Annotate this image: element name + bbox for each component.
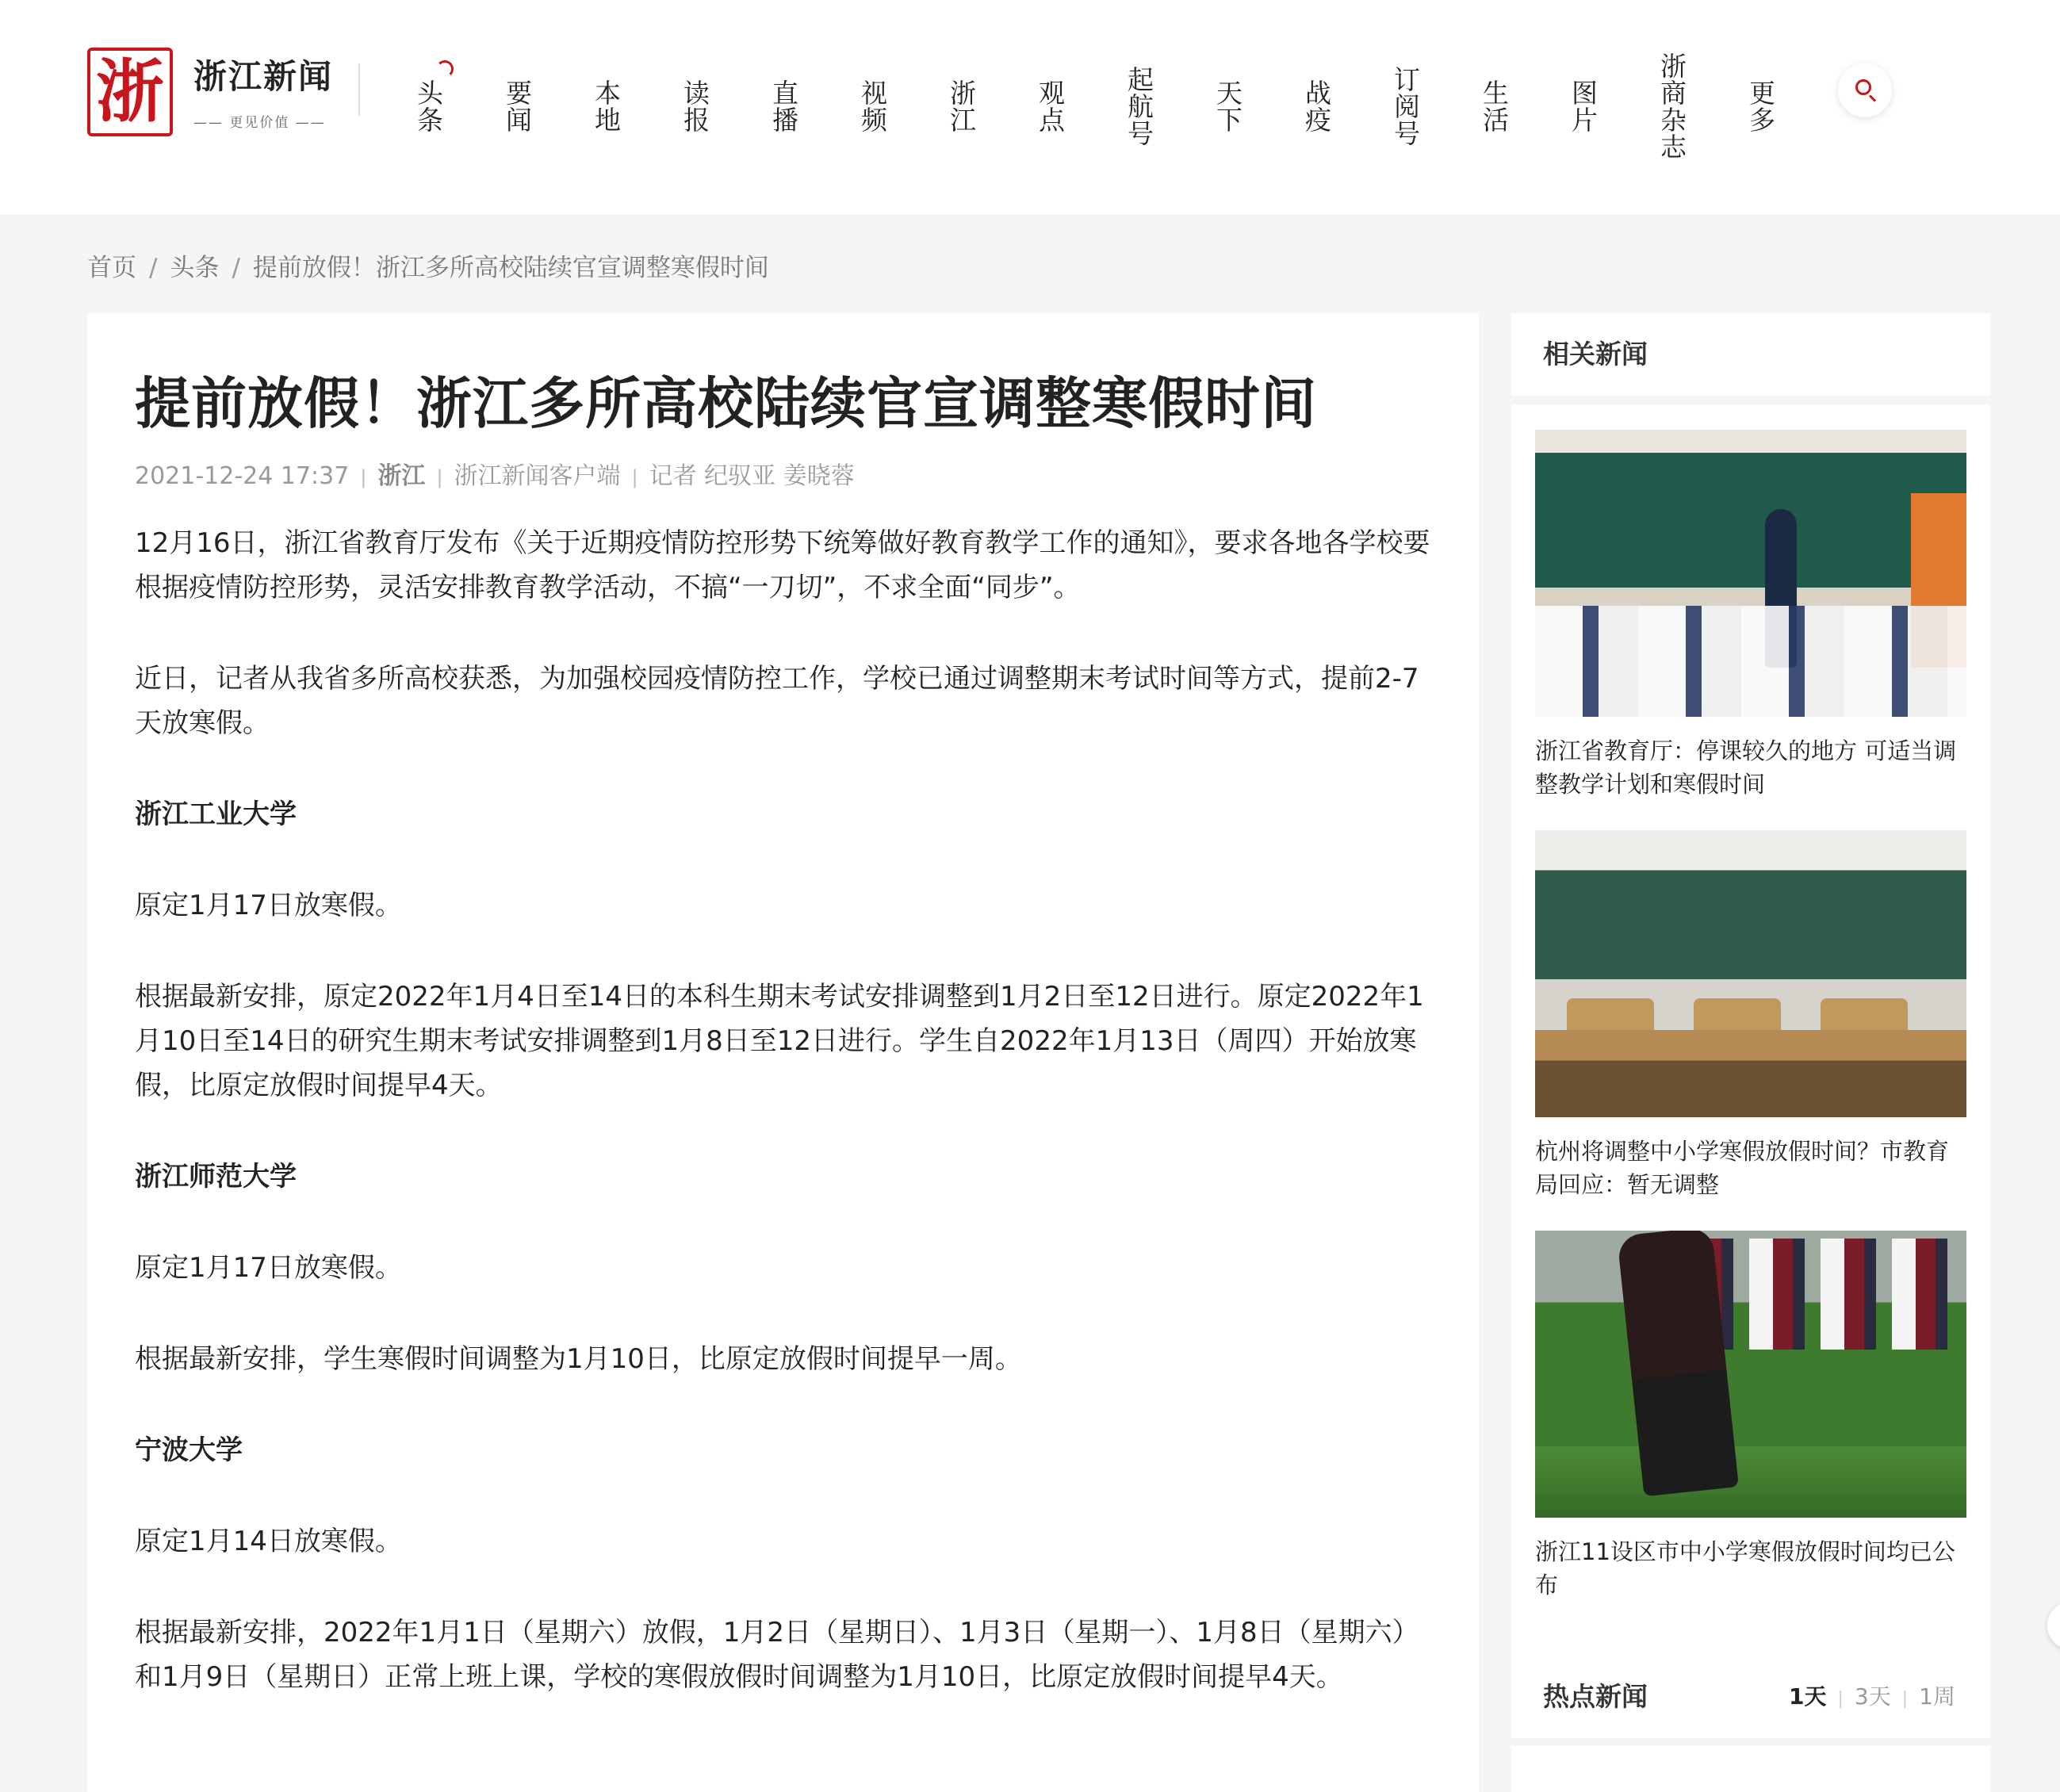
hot-mark-icon [436,60,454,78]
image-figure [1694,998,1781,1030]
related-news-title[interactable]: 浙江11设区市中小学寒假放假时间均已公布 [1535,1538,1955,1599]
article-meta [135,456,855,491]
nav-item-tupian[interactable]: 图片 [1568,79,1599,133]
search-button[interactable] [1838,63,1892,117]
article-subheading: 浙江师范大学 [135,1161,297,1193]
breadcrumb-current: 提前放假！浙江多所高校陆续官宣调整寒假时间 [252,254,769,282]
related-news-list [1511,404,1990,1657]
meta-separator: | [360,466,367,488]
article-card [87,313,1479,1792]
article-subheading: 浙江工业大学 [135,798,297,830]
related-news-header: 相关新闻 [1511,313,1990,396]
nav-item-toutiao[interactable]: 头条 [406,43,450,170]
tab-1-week[interactable]: 1周 [1919,1683,1955,1710]
nav-item-zhibo[interactable]: 直播 [768,79,799,133]
nav-item-zheshang[interactable]: 浙商杂志 [1656,52,1687,160]
image-figure [1535,1446,1966,1518]
nav-item-dingyuehao[interactable]: 订阅号 [1390,66,1421,147]
article-paragraph: 原定1月17日放寒假。 [135,890,402,921]
hot-news-title: 热点新闻 [1543,1681,1648,1712]
nav-item-shenghuo[interactable]: 生活 [1479,79,1510,133]
article-paragraph: 根据最新安排，学生寒假时间调整为1月10日，比原定放假时间提早一周。 [135,1343,1022,1375]
logo-mark: 浙 [87,48,173,136]
breadcrumb-separator: / [232,254,240,282]
article-channel[interactable]: 浙江 [377,462,426,490]
image-figure [1821,998,1908,1030]
nav-item-guandian[interactable]: 观点 [1035,79,1066,133]
logo-name: 浙江新闻 [193,57,334,96]
image-figure [1567,998,1654,1030]
article-body [135,521,1443,1746]
article-paragraph: 原定1月17日放寒假。 [135,1252,402,1284]
nav-item-bendi[interactable]: 本地 [591,79,622,133]
tab-1-day[interactable]: 1天 [1789,1683,1827,1710]
article-paragraph: 根据最新安排，原定2022年1月4日至14日的本科生期末考试安排调整到1月2日至12日进行。原定2022年1月10日至14日的研究生期末考试安排调整到1月8日至12日进行。学生自2022年1月13日（周四）开始放寒假，比原定放假时间提早4天。 [135,981,1424,1101]
related-news-image[interactable] [1535,830,1966,1117]
meta-separator: | [631,466,638,488]
hot-news-header [1511,1656,1990,1738]
logo-slogan: —— 更见价值 —— [193,115,326,131]
article-paragraph: 根据最新安排，2022年1月1日（星期六）放假，1月2日（星期日）、1月3日（星期一）、1月8日（星期六）和1月9日（星期日）正常上班上课，学校的寒假放假时间调整为1月10日，比原定放假时间提早4天。 [135,1617,1419,1693]
article-subheading: 宁波大学 [135,1434,243,1466]
hot-news-list [1511,1746,1990,1792]
nav-item-dubao[interactable]: 读报 [680,79,710,133]
related-news-title[interactable]: 杭州将调整中小学寒假放假时间？市教育局回应：暂无调整 [1535,1138,1950,1198]
nav-item-shipin[interactable]: 视频 [857,79,888,133]
breadcrumb [87,247,769,283]
meta-separator: | [436,466,443,488]
search-icon [1855,79,1871,95]
nav-item-zhejiang[interactable]: 浙江 [946,79,977,133]
related-news-item[interactable] [1535,1231,1966,1602]
nav-item-tianxia[interactable]: 天下 [1212,79,1243,133]
hot-news-tabs [1789,1656,1955,1740]
article-paragraph: 12月16日，浙江省教育厅发布《关于近期疫情防控形势下统筹做好教育教学工作的通知》，要求各地各学校要根据疫情防控形势，灵活安排教育教学活动，不搞“一刀切”，不求全面“同步”。 [135,527,1430,603]
publish-time: 2021-12-24 17:37 [135,462,350,490]
breadcrumb-home[interactable]: 首页 [87,254,136,282]
tab-separator: | [1901,1689,1909,1709]
article-author: 记者 纪驭亚 姜晓蓉 [649,462,855,490]
related-news-title[interactable]: 浙江省教育厅：停课较久的地方 可适当调整教学计划和寒假时间 [1535,737,1957,798]
image-figure [1535,1030,1966,1117]
breadcrumb-section[interactable]: 头条 [170,254,220,282]
site-header [0,0,2060,214]
related-news-image[interactable] [1535,1231,1966,1518]
nav-item-qihanghao[interactable]: 起航号 [1124,66,1154,147]
related-news-item[interactable] [1535,830,1966,1201]
related-news-item[interactable] [1535,430,1966,801]
article-paragraph: 近日，记者从我省多所高校获悉，为加强校园疫情防控工作，学校已通过调整期末考试时间等方式，提前2-7天放寒假。 [135,663,1419,739]
article-paragraph: 原定1月14日放寒假。 [135,1526,402,1557]
site-logo[interactable] [87,48,357,143]
related-news-image[interactable] [1535,430,1966,717]
article-title: 提前放假！浙江多所高校陆续官宣调整寒假时间 [135,371,1317,436]
logo-divider [358,63,360,116]
nav-item-zhanyi[interactable]: 战疫 [1301,79,1332,133]
breadcrumb-separator: / [149,254,158,282]
nav-item-more[interactable]: 更多 [1745,79,1776,133]
tab-separator: | [1837,1689,1844,1709]
image-figure [1535,606,1966,717]
search-icon-handle [1869,94,1876,101]
tab-3-days[interactable]: 3天 [1854,1683,1891,1710]
floating-tool-button[interactable] [2047,1602,2060,1649]
article-source: 浙江新闻客户端 [454,462,621,490]
nav-item-yaowen[interactable]: 要闻 [502,79,533,133]
